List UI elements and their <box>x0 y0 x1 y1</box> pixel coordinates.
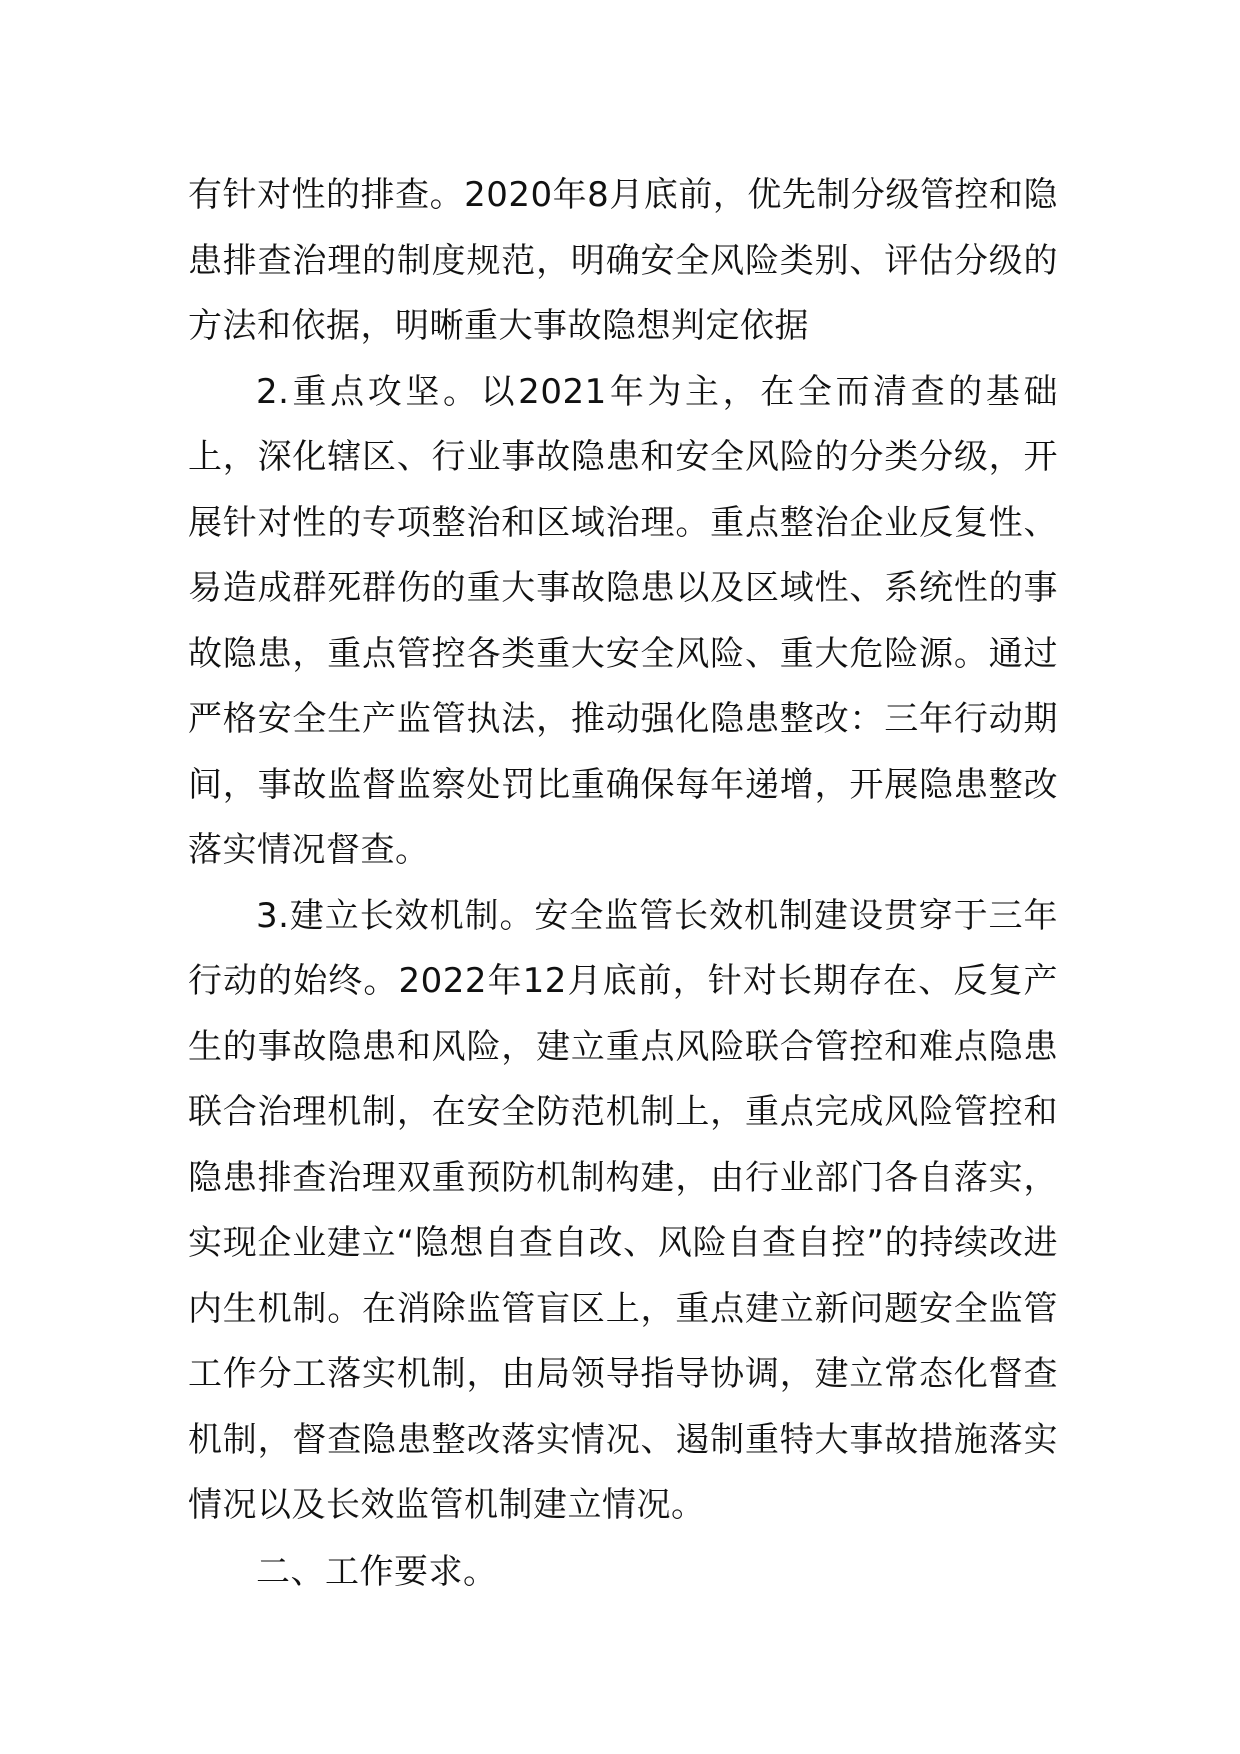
paragraph-continuation: 有针对性的排查。2020年8月底前，优先制分级管控和隐患排查治理的制度规范，明确安全风险类别、评估分级的方法和依据，明晰重大事故隐想判定依据 <box>188 175 1058 346</box>
section-heading-work-requirements: 二、工作要求。 <box>256 1551 498 1592</box>
paragraph-long-term-mechanism: 3.建立长效机制。安全监管长效机制建设贯穿于三年行动的始终。2022年12月底前，针对长期存在、反复产生的事故隐患和风险，建立重点风险联合管控和难点隐患联合治理机制，在安全防范机制上，重点完成风险管控和隐患排查治理双重预防机制构建，由行业部门各自落实，实现企业建立“隐想自查自改、风险自查自控”的持续改进内生机制。在消除监管盲区上，重点建立新问题安全监管工作分工落实机制，由局领导指导协调，建立常态化督查机制，督查隐患整改落实情况、遏制重特大事故措施落实情况以及长效监管机制建立情况。 <box>188 895 1058 1525</box>
document-body <box>188 163 1058 1605</box>
paragraph-key-breakthrough: 2.重点攻坚。以2021年为主，在全而清查的基础上，深化辖区、行业事故隐患和安全风险的分类分级，开展针对性的专项整治和区域治理。重点整治企业反复性、易造成群死群伤的重大事故隐患以及区域性、系统性的事故隐患，重点管控各类重大安全风险、重大危险源。通过严格安全生产监管执法，推动强化隐患整改：三年行动期间，事故监督监察处罚比重确保每年递增，开展隐患整改落实情况督查。 <box>188 371 1058 870</box>
